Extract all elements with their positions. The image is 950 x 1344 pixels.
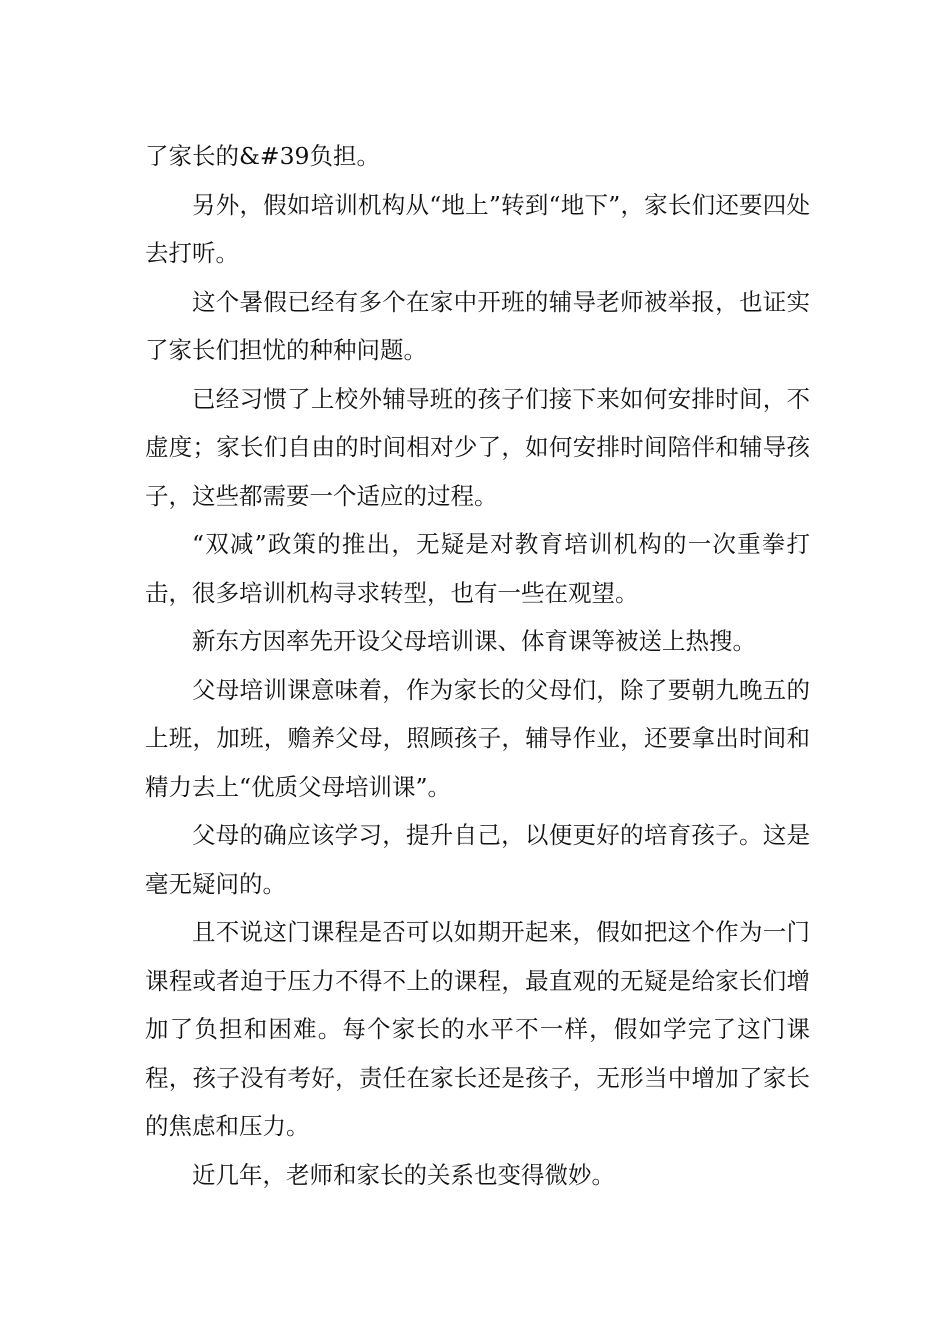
- paragraph-8: 父母的确应该学习，提升自己，以便更好的培育孩子。这是毫无疑问的。: [145, 821, 810, 898]
- paragraph-3: 这个暑假已经有多个在家中开班的辅导老师被举报，也证实了家长们担忧的种种问题。: [145, 287, 810, 364]
- paragraph-6: 新东方因率先开设父母培训课、体育课等被送上热搜。: [192, 627, 756, 655]
- paragraph-2: 另外，假如培训机构从“地上”转到“地下”，家长们还要四处去打听。: [145, 190, 810, 267]
- paragraph-7: 父母培训课意味着，作为家长的父母们，除了要朝九晚五的上班，加班，赡养父母，照顾孩子，辅导作业，还要拿出时间和精力去上“优质父母培训课”。: [145, 675, 810, 801]
- paragraph-1: 了家长的&#39负担。: [145, 142, 381, 170]
- paragraph-5: “双减”政策的推出，无疑是对教育培训机构的一次重拳打击，很多培训机构寻求转型，也有一些在观望。: [145, 530, 810, 607]
- paragraph-10: 近几年，老师和家长的关系也变得微妙。: [192, 1160, 615, 1189]
- paragraph-9: 且不说这门课程是否可以如期开起来，假如把这个作为一门课程或者迫于压力不得不上的课程，最直观的无疑是给家长们增加了负担和困难。每个家长的水平不一样，假如学完了这门课程，孩子没有考好，责任在家长还是孩子，无形当中增加了家长的焦虑和压力。: [145, 918, 810, 1140]
- paragraph-4: 已经习惯了上校外辅导班的孩子们接下来如何安排时间，不虚度；家长们自由的时间相对少了，如何安排时间陪伴和辅导孩子，这些都需要一个适应的过程。: [145, 384, 810, 510]
- document-body: [145, 132, 810, 1199]
